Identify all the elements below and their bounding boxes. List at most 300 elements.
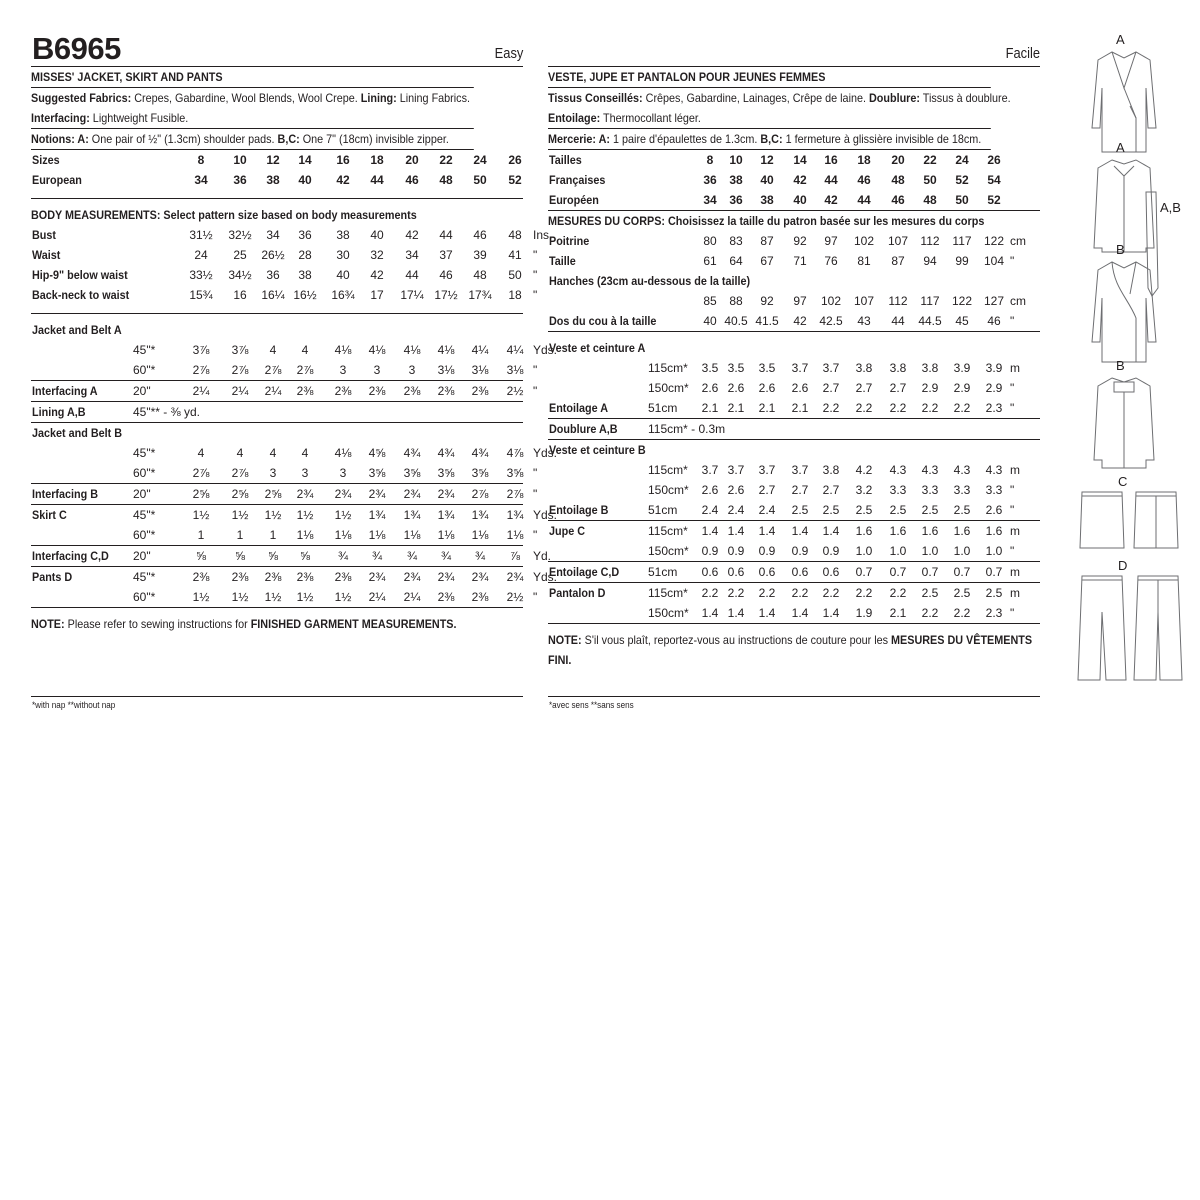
fabric-width: 150cm* [648, 544, 689, 558]
unit: Yds. [533, 508, 558, 522]
section-header [548, 440, 1040, 460]
row-label: Tailles [549, 153, 582, 167]
cell-value: 46 [473, 228, 487, 242]
cell-value: 97 [793, 294, 807, 308]
cell-value: 3.5 [758, 361, 776, 375]
cell-value: 1 [236, 528, 244, 542]
cell-value: 2.5 [985, 586, 1003, 600]
cell-value: 2.6 [791, 381, 809, 395]
cell-value: 4.3 [985, 463, 1003, 477]
cell-value: 3.2 [855, 483, 873, 497]
fabric-width: 45"* [133, 508, 156, 522]
yardage-row [548, 583, 1040, 603]
cell-value: 24 [194, 248, 208, 262]
cell-value: 3 [373, 363, 381, 377]
cell-value: 102 [820, 294, 842, 308]
cell-value: 4.2 [855, 463, 873, 477]
cell-value: 1⅛ [506, 528, 524, 542]
cell-value: 3.7 [791, 463, 809, 477]
unit: " [1010, 544, 1015, 558]
pants-d-illustration [1076, 572, 1186, 684]
cell-value: 48 [891, 173, 905, 187]
cell-value: 1.4 [822, 606, 840, 620]
cell-value: 2.7 [855, 381, 873, 395]
cell-value: 1.0 [953, 544, 971, 558]
cell-value: 3⅛ [506, 363, 524, 377]
cell-value: 50 [923, 173, 937, 187]
cell-value: 2¼ [403, 590, 421, 604]
row-label: Interfacing A [32, 384, 98, 398]
cell-value: 4⅛ [368, 343, 386, 357]
cell-value: 3 [269, 466, 277, 480]
cell-value: 1¾ [506, 508, 524, 522]
cell-value: 2.2 [822, 586, 840, 600]
cell-value: 2⅜ [437, 384, 455, 398]
cell-value: 28 [298, 248, 312, 262]
fabric-width: 20" [133, 384, 151, 398]
cell-value: 3⅝ [506, 466, 524, 480]
row-label: Pantalon D [549, 586, 606, 600]
body-row [31, 285, 538, 305]
cell-value: 2.9 [921, 381, 939, 395]
cell-value: 1⅛ [368, 528, 386, 542]
cell-value: 42 [405, 228, 419, 242]
cell-value: 40 [298, 173, 312, 187]
cell-value: 40 [793, 193, 807, 207]
cell-value: 2.2 [889, 401, 907, 415]
cell-value: 1.6 [953, 524, 971, 538]
fabrics-label-fr: Tissus Conseillés: [548, 91, 643, 105]
cell-value: 2⅞ [471, 487, 489, 501]
body-heading-fr: MESURES DU CORPS: Choisissez la taille du patron basée sur les mesures du corps [548, 214, 985, 228]
cell-value: 2⅜ [437, 590, 455, 604]
yardage-row [548, 378, 1040, 398]
cell-value: 12 [760, 153, 774, 167]
body-row [31, 265, 538, 285]
french-column [548, 30, 1040, 670]
row-label: Waist [32, 248, 61, 262]
illus-label-c: C [1118, 474, 1128, 489]
cell-value: 0.7 [985, 565, 1003, 579]
cell-value: 2.1 [889, 606, 907, 620]
cell-value: 3 [408, 363, 416, 377]
cell-value: 46 [857, 173, 871, 187]
cell-value: 3 [301, 466, 309, 480]
unit: m [1010, 565, 1020, 579]
cell-value: 83 [729, 234, 743, 248]
cell-value: 1.9 [855, 606, 873, 620]
cell-value: 2¾ [296, 487, 314, 501]
cell-value: 2⅜ [192, 570, 210, 584]
cell-value: 17½ [434, 288, 458, 302]
fabric-width: 51cm [648, 565, 678, 579]
unit: " [533, 590, 538, 604]
cell-value: 44.5 [918, 314, 942, 328]
cell-value: 2⅜ [403, 384, 421, 398]
cell-value: 94 [923, 254, 937, 268]
cell-value: 17¼ [400, 288, 424, 302]
notions-text-fr: 1 paire d'épaulettes de 1.3cm. [610, 132, 761, 146]
row-label: Interfacing B [32, 487, 99, 501]
cell-value: 1½ [231, 508, 249, 522]
row-label: Pants D [32, 570, 73, 584]
cell-value: 122 [983, 234, 1005, 248]
cell-value: 31½ [189, 228, 213, 242]
cell-value: 0.6 [727, 565, 745, 579]
cell-value: 16½ [293, 288, 317, 302]
cell-value: 2.5 [921, 586, 939, 600]
cell-value: 2¼ [368, 590, 386, 604]
cell-value: 71 [793, 254, 807, 268]
note-bold-fr: MESURES DU VÊTEMENTS [891, 633, 1033, 647]
note-bold2-fr: FINI. [548, 653, 572, 667]
cell-value: 4⅛ [334, 446, 352, 460]
cell-value: 2⅝ [192, 487, 210, 501]
lining-row [548, 419, 1040, 440]
fabric-width: 60"* [133, 466, 156, 480]
cell-value: 1½ [192, 590, 210, 604]
jacket-b-front-illustration [1084, 258, 1164, 368]
cell-value: 4⅛ [334, 343, 352, 357]
cell-value: 37 [439, 248, 453, 262]
cell-value: 10 [729, 153, 743, 167]
cell-value: 2.6 [727, 381, 745, 395]
cell-value: 48 [508, 228, 522, 242]
notions-label-fr: Mercerie: A: [548, 132, 611, 146]
cell-value: 44 [891, 314, 905, 328]
cell-value: 4 [269, 446, 277, 460]
cell-value: 4¾ [437, 446, 455, 460]
note-bold: FINISHED GARMENT MEASUREMENTS. [250, 617, 457, 631]
cell-value: 2⅜ [471, 384, 489, 398]
cell-value: 18 [370, 153, 384, 167]
cell-value: 30 [336, 248, 350, 262]
cell-value: 2¼ [264, 384, 282, 398]
cell-value: 2.5 [953, 503, 971, 517]
cell-value: 34 [194, 173, 208, 187]
yardage-row [548, 603, 1040, 624]
cell-value: 1.6 [889, 524, 907, 538]
cell-value: 3.3 [889, 483, 907, 497]
cell-value: 1⅛ [403, 528, 421, 542]
cell-value: 4 [236, 446, 244, 460]
row-label: Jacket and Belt A [32, 323, 122, 337]
interfacing-line-fr [548, 108, 991, 129]
row-label: Hip-9" below waist [32, 268, 128, 282]
cell-value: ⅝ [299, 549, 310, 563]
cell-value: 2¾ [403, 487, 421, 501]
note-text: Please refer to sewing instructions for [64, 617, 251, 631]
cell-value: 48 [923, 193, 937, 207]
cell-value: 16¾ [331, 288, 355, 302]
section-header [31, 320, 523, 340]
fabric-width: 60"* [133, 363, 156, 377]
cell-value: 3⅞ [192, 343, 210, 357]
row-label: Veste et ceinture A [549, 341, 646, 355]
fabrics-line-fr [548, 88, 1011, 108]
cell-value: 2⅞ [231, 363, 249, 377]
cell-value: 2.5 [855, 503, 873, 517]
row-label: Européen [549, 193, 599, 207]
cell-value: 2.2 [921, 401, 939, 415]
cell-value: 2.2 [889, 586, 907, 600]
cell-value: 112 [888, 294, 908, 308]
cell-value: 2.9 [953, 381, 971, 395]
cell-value: 2.7 [791, 483, 809, 497]
cell-value: 1½ [192, 508, 210, 522]
cell-value: 46 [405, 173, 419, 187]
cell-value: 2⅞ [192, 363, 210, 377]
cell-value: 3.8 [889, 361, 907, 375]
cell-value: 2¼ [192, 384, 210, 398]
cell-value: 2½ [506, 590, 524, 604]
cell-value: 34½ [228, 268, 252, 282]
cell-value: 92 [760, 294, 774, 308]
body-row [548, 311, 1040, 332]
cell-value: ¾ [371, 549, 382, 563]
yardage-row [548, 521, 1040, 541]
cell-value: 2.5 [921, 503, 939, 517]
row-label: Jacket and Belt B [32, 426, 123, 440]
cell-value: 3.7 [701, 463, 719, 477]
row-label: Entoilage A [549, 401, 609, 415]
lining-label-fr: Doublure: [868, 91, 920, 105]
cell-value: 41.5 [755, 314, 779, 328]
fabric-width: 60"* [133, 590, 156, 604]
unit: " [533, 363, 538, 377]
cell-value: 1½ [264, 590, 282, 604]
row-label: European [32, 173, 82, 187]
cell-value: 4 [301, 446, 309, 460]
cell-value: 4⅛ [437, 343, 455, 357]
cell-value: 52 [955, 173, 969, 187]
yardage-row [548, 480, 1040, 500]
yardage-row [548, 358, 1040, 378]
cell-value: 3.5 [727, 361, 745, 375]
cell-value: 52 [508, 173, 522, 187]
cell-value: 14 [298, 153, 312, 167]
cell-value: 18 [508, 288, 522, 302]
unit: m [1010, 586, 1020, 600]
cell-value: 2¾ [506, 570, 524, 584]
cell-value: 1¾ [471, 508, 489, 522]
cell-value: 0.9 [791, 544, 809, 558]
cell-value: 92 [793, 234, 807, 248]
cell-value: 2⅜ [231, 570, 249, 584]
unit: " [533, 466, 538, 480]
cell-value: 1 [269, 528, 277, 542]
fabric-width: 115cm* [648, 463, 688, 477]
cell-value: 2.1 [791, 401, 809, 415]
cell-value: 2.1 [758, 401, 776, 415]
unit: " [1010, 314, 1015, 328]
cell-value: 0.9 [727, 544, 745, 558]
yardage-row [31, 340, 558, 360]
row-label: Bust [32, 228, 57, 242]
unit: Yd. [533, 549, 552, 563]
cell-value: 36 [298, 228, 312, 242]
fabric-width: 115cm* [648, 361, 688, 375]
unit: m [1010, 524, 1020, 538]
cell-value: 38 [729, 173, 743, 187]
lining-row [31, 402, 523, 423]
cell-value: 44 [824, 173, 838, 187]
cell-value: 1.0 [889, 544, 907, 558]
notions-line-fr [548, 129, 991, 150]
unit: cm [1010, 294, 1026, 308]
cell-value: 2.2 [758, 586, 776, 600]
cell-value: 42 [824, 193, 838, 207]
skirt-c-illustration [1078, 488, 1182, 554]
cell-value: 2¾ [403, 570, 421, 584]
cell-value: 1.4 [791, 524, 809, 538]
cell-value: 2.2 [855, 586, 873, 600]
cell-value: 48 [473, 268, 487, 282]
interfacing-line [31, 108, 474, 129]
cell-value: 1.4 [822, 524, 840, 538]
cell-value: 4.3 [889, 463, 907, 477]
row-label: Sizes [32, 153, 60, 167]
unit: " [533, 288, 538, 302]
cell-value: 2¾ [437, 487, 455, 501]
illus-label-b2: B [1116, 358, 1125, 373]
cell-value: 2½ [506, 384, 524, 398]
cell-value: ¾ [440, 549, 451, 563]
row-label: Taille [549, 254, 576, 268]
unit: " [1010, 401, 1015, 415]
cell-value: 61 [703, 254, 717, 268]
cell-value: 3.3 [953, 483, 971, 497]
cell-value: 2⅜ [296, 570, 314, 584]
cell-value: 38 [266, 173, 280, 187]
cell-value: 44 [405, 268, 419, 282]
cell-value: 2⅜ [368, 384, 386, 398]
cell-value: 3⅛ [437, 363, 455, 377]
fabric-width: 45"* [133, 570, 156, 584]
cell-value: 38 [760, 193, 774, 207]
cell-value: 1⅛ [334, 528, 352, 542]
yardage-row [548, 541, 1040, 562]
cell-value: 2.7 [822, 381, 840, 395]
body-heading: BODY MEASUREMENTS: Select pattern size based on body measurements [31, 208, 417, 222]
cell-value: 39 [473, 248, 487, 262]
cell-value: 1¾ [437, 508, 455, 522]
cell-value: 117 [920, 294, 940, 308]
cell-value: 0.6 [822, 565, 840, 579]
cell-value: 4⅞ [506, 446, 524, 460]
cell-value: 0.9 [822, 544, 840, 558]
row-label: Back-neck to waist [32, 288, 130, 302]
cell-value: 20 [891, 153, 905, 167]
cell-value: 4.3 [921, 463, 939, 477]
row-label: Skirt C [32, 508, 67, 522]
cell-value: 2⅜ [334, 384, 352, 398]
cell-value: 17 [370, 288, 384, 302]
row-label: Entoilage B [549, 503, 609, 517]
row-text: 45"** - ⅜ yd. [133, 405, 200, 419]
cell-value: 26 [987, 153, 1001, 167]
unit: " [533, 268, 538, 282]
cell-value: 4¾ [403, 446, 421, 460]
yardage-row [31, 360, 538, 381]
cell-value: 2.2 [953, 401, 971, 415]
cell-value: 40 [336, 268, 350, 282]
cell-value: 20 [405, 153, 419, 167]
unit: m [1010, 361, 1020, 375]
cell-value: 1.0 [985, 544, 1003, 558]
row-label: Doublure A,B [549, 422, 618, 436]
yardage-row [31, 587, 538, 608]
cell-value: 3.9 [953, 361, 971, 375]
cell-value: 2⅜ [334, 570, 352, 584]
cell-value: 0.6 [701, 565, 719, 579]
cell-value: 3.7 [822, 361, 840, 375]
notions-bc-label: B,C: [277, 132, 300, 146]
fabric-width: 45"* [133, 446, 156, 460]
cell-value: 43 [857, 314, 871, 328]
cell-value: 2¾ [471, 570, 489, 584]
cell-value: 2¾ [368, 487, 386, 501]
cell-value: 3.7 [727, 463, 745, 477]
cell-value: 2⅞ [231, 466, 249, 480]
cell-value: 2.7 [822, 483, 840, 497]
cell-value: 36 [233, 173, 247, 187]
cell-value: 0.6 [791, 565, 809, 579]
cell-value: 44 [439, 228, 453, 242]
cell-value: 4.3 [953, 463, 971, 477]
cell-value: 2.7 [758, 483, 776, 497]
fabric-width: 115cm* [648, 586, 688, 600]
cell-value: 1.4 [727, 524, 745, 538]
cell-value: 2.5 [953, 586, 971, 600]
yardage-row [31, 443, 558, 463]
cell-value: 3 [339, 466, 347, 480]
cell-value: 1.4 [701, 606, 719, 620]
cell-value: 0.7 [855, 565, 873, 579]
cell-value: 1½ [231, 590, 249, 604]
row-label: Entoilage C,D [549, 565, 620, 579]
cell-value: 3⅝ [368, 466, 386, 480]
cell-value: 34 [405, 248, 419, 262]
cell-value: 12 [266, 153, 280, 167]
cell-value: 50 [508, 268, 522, 282]
yardage-table [31, 150, 558, 608]
cell-value: 2.6 [985, 503, 1003, 517]
cell-value: 14 [793, 153, 807, 167]
note [31, 614, 474, 634]
cell-value: 3.9 [985, 361, 1003, 375]
interfacing-text-fr: Thermocollant léger. [600, 111, 701, 125]
european-row [31, 170, 523, 190]
cell-value: 112 [920, 234, 940, 248]
interfacing-row [548, 398, 1040, 419]
cell-value: 54 [987, 173, 1001, 187]
fabric-width: 51cm [648, 401, 678, 415]
cell-value: 8 [197, 153, 205, 167]
cell-value: 2.9 [985, 381, 1003, 395]
cell-value: 42.5 [819, 314, 843, 328]
cell-value: 81 [857, 254, 871, 268]
cell-value: 1½ [296, 590, 314, 604]
body-row [548, 251, 1040, 271]
cell-value: 1½ [334, 590, 352, 604]
interfacing-row [31, 484, 538, 505]
illus-label-ab: A,B [1160, 200, 1181, 215]
interfacing-row [31, 546, 552, 567]
cell-value: 2.4 [758, 503, 776, 517]
row-label: Poitrine [549, 234, 590, 248]
cell-value: 2.2 [701, 586, 719, 600]
